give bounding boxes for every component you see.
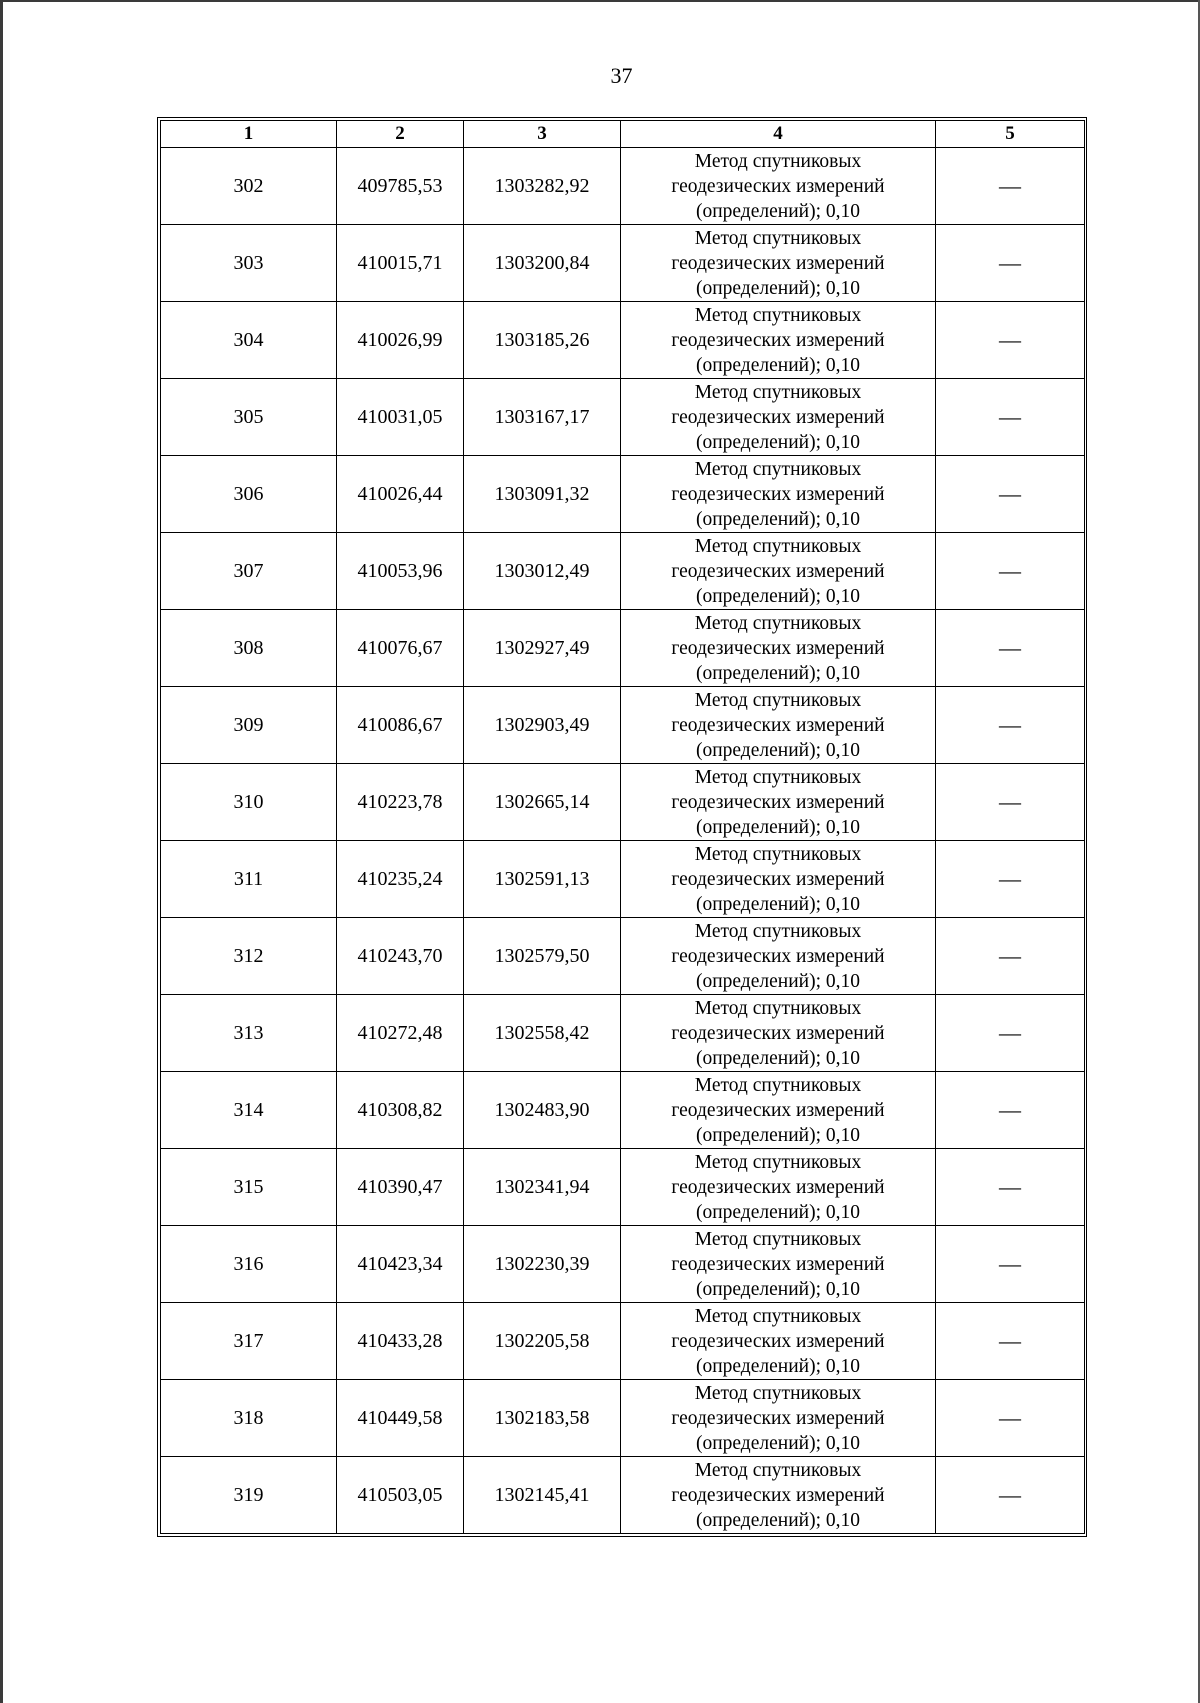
method-line: геодезических измерений	[671, 483, 885, 505]
header-col-5: 5	[936, 121, 1085, 148]
y-coordinate-cell: 1302665,14	[464, 764, 621, 841]
point-number-cell: 316	[161, 1226, 337, 1303]
method-line: геодезических измерений	[671, 945, 885, 967]
method-cell	[621, 1380, 936, 1457]
page-number: 37	[610, 63, 633, 88]
method-cell	[621, 456, 936, 533]
table-row	[161, 764, 1085, 841]
method-line: (определений); 0,10	[695, 354, 860, 376]
method-line: Метод спутниковых	[694, 535, 862, 557]
method-line: (определений); 0,10	[695, 277, 860, 299]
method-line: Метод спутниковых	[694, 304, 862, 326]
method-line: Метод спутниковых	[694, 1074, 862, 1096]
point-number-cell: 309	[161, 687, 337, 764]
method-line: геодезических измерений	[671, 329, 885, 351]
table-row	[161, 1149, 1085, 1226]
method-cell	[621, 841, 936, 918]
note-cell: —	[936, 841, 1085, 918]
x-coordinate-cell: 410390,47	[337, 1149, 464, 1226]
method-line: Метод спутниковых	[694, 1382, 862, 1404]
table-row	[161, 1457, 1085, 1534]
y-coordinate-cell: 1302205,58	[464, 1303, 621, 1380]
method-line: (определений); 0,10	[695, 893, 860, 915]
method-line: (определений); 0,10	[695, 739, 860, 761]
point-number-cell: 304	[161, 302, 337, 379]
note-cell: —	[936, 1226, 1085, 1303]
header-col-2: 2	[337, 121, 464, 148]
table-row	[161, 1380, 1085, 1457]
method-line: Метод спутниковых	[694, 227, 862, 249]
coordinates-table	[160, 120, 1085, 1534]
method-line: (определений); 0,10	[695, 200, 860, 222]
table-row	[161, 1226, 1085, 1303]
table-row	[161, 379, 1085, 456]
point-number-cell: 310	[161, 764, 337, 841]
table-row	[161, 1303, 1085, 1380]
x-coordinate-cell: 410086,67	[337, 687, 464, 764]
method-line: Метод спутниковых	[694, 381, 862, 403]
method-line: геодезических измерений	[671, 1022, 885, 1044]
method-line: (определений); 0,10	[695, 816, 860, 838]
method-line: геодезических измерений	[671, 1176, 885, 1198]
method-cell	[621, 1457, 936, 1534]
method-line: геодезических измерений	[671, 406, 885, 428]
point-number-cell: 313	[161, 995, 337, 1072]
method-line: геодезических измерений	[671, 175, 885, 197]
page-edge-left	[0, 0, 3, 1703]
method-cell	[621, 1303, 936, 1380]
table-row	[161, 225, 1085, 302]
page-edge-top	[0, 0, 1200, 2]
method-line: (определений); 0,10	[695, 1355, 860, 1377]
y-coordinate-cell: 1302183,58	[464, 1380, 621, 1457]
table-row	[161, 610, 1085, 687]
x-coordinate-cell: 410272,48	[337, 995, 464, 1072]
header-col-1: 1	[161, 121, 337, 148]
method-line: Метод спутниковых	[694, 150, 862, 172]
x-coordinate-cell: 410076,67	[337, 610, 464, 687]
method-line: (определений); 0,10	[695, 662, 860, 684]
method-line: (определений); 0,10	[695, 1509, 860, 1531]
method-line: геодезических измерений	[671, 791, 885, 813]
table-row	[161, 302, 1085, 379]
method-line: Метод спутниковых	[694, 843, 862, 865]
y-coordinate-cell: 1302591,13	[464, 841, 621, 918]
method-cell	[621, 764, 936, 841]
note-cell: —	[936, 533, 1085, 610]
method-line: геодезических измерений	[671, 1484, 885, 1506]
x-coordinate-cell: 410223,78	[337, 764, 464, 841]
method-cell	[621, 225, 936, 302]
table-row	[161, 456, 1085, 533]
method-line: геодезических измерений	[671, 1099, 885, 1121]
method-line: (определений); 0,10	[695, 1278, 860, 1300]
method-line: (определений); 0,10	[695, 1047, 860, 1069]
y-coordinate-cell: 1303091,32	[464, 456, 621, 533]
note-cell: —	[936, 764, 1085, 841]
note-cell: —	[936, 995, 1085, 1072]
x-coordinate-cell: 410503,05	[337, 1457, 464, 1534]
note-cell: —	[936, 610, 1085, 687]
method-line: Метод спутниковых	[694, 997, 862, 1019]
method-cell	[621, 995, 936, 1072]
y-coordinate-cell: 1302903,49	[464, 687, 621, 764]
method-line: Метод спутниковых	[694, 1305, 862, 1327]
method-line: Метод спутниковых	[694, 458, 862, 480]
y-coordinate-cell: 1302145,41	[464, 1457, 621, 1534]
method-cell	[621, 1072, 936, 1149]
note-cell: —	[936, 456, 1085, 533]
x-coordinate-cell: 410026,99	[337, 302, 464, 379]
method-line: (определений); 0,10	[695, 1432, 860, 1454]
method-line: Метод спутниковых	[694, 1459, 862, 1481]
x-coordinate-cell: 410243,70	[337, 918, 464, 995]
method-cell	[621, 1149, 936, 1226]
coordinates-table-frame	[157, 117, 1087, 1537]
table-row	[161, 687, 1085, 764]
method-cell	[621, 379, 936, 456]
method-line: Метод спутниковых	[694, 920, 862, 942]
method-line: (определений); 0,10	[695, 1124, 860, 1146]
method-cell	[621, 533, 936, 610]
table-row	[161, 148, 1085, 225]
point-number-cell: 308	[161, 610, 337, 687]
x-coordinate-cell: 410308,82	[337, 1072, 464, 1149]
method-line: Метод спутниковых	[694, 766, 862, 788]
point-number-cell: 319	[161, 1457, 337, 1534]
y-coordinate-cell: 1302558,42	[464, 995, 621, 1072]
y-coordinate-cell: 1302927,49	[464, 610, 621, 687]
point-number-cell: 306	[161, 456, 337, 533]
y-coordinate-cell: 1302341,94	[464, 1149, 621, 1226]
method-cell	[621, 148, 936, 225]
y-coordinate-cell: 1302579,50	[464, 918, 621, 995]
point-number-cell: 315	[161, 1149, 337, 1226]
x-coordinate-cell: 409785,53	[337, 148, 464, 225]
note-cell: —	[936, 1149, 1085, 1226]
note-cell: —	[936, 148, 1085, 225]
method-line: геодезических измерений	[671, 1253, 885, 1275]
method-line: геодезических измерений	[671, 868, 885, 890]
method-line: Метод спутниковых	[694, 1151, 862, 1173]
x-coordinate-cell: 410015,71	[337, 225, 464, 302]
note-cell: —	[936, 225, 1085, 302]
note-cell: —	[936, 379, 1085, 456]
point-number-cell: 314	[161, 1072, 337, 1149]
table-body	[161, 148, 1085, 1534]
method-line: геодезических измерений	[671, 1407, 885, 1429]
table-row	[161, 918, 1085, 995]
x-coordinate-cell: 410449,58	[337, 1380, 464, 1457]
method-cell	[621, 1226, 936, 1303]
point-number-cell: 307	[161, 533, 337, 610]
x-coordinate-cell: 410433,28	[337, 1303, 464, 1380]
x-coordinate-cell: 410235,24	[337, 841, 464, 918]
note-cell: —	[936, 687, 1085, 764]
x-coordinate-cell: 410031,05	[337, 379, 464, 456]
method-line: Метод спутниковых	[694, 1228, 862, 1250]
y-coordinate-cell: 1303200,84	[464, 225, 621, 302]
point-number-cell: 312	[161, 918, 337, 995]
point-number-cell: 318	[161, 1380, 337, 1457]
header-col-3: 3	[464, 121, 621, 148]
header-col-4: 4	[621, 121, 936, 148]
method-cell	[621, 687, 936, 764]
table-row	[161, 841, 1085, 918]
method-line: геодезических измерений	[671, 637, 885, 659]
note-cell: —	[936, 302, 1085, 379]
y-coordinate-cell: 1302483,90	[464, 1072, 621, 1149]
point-number-cell: 311	[161, 841, 337, 918]
note-cell: —	[936, 1380, 1085, 1457]
note-cell: —	[936, 918, 1085, 995]
method-line: (определений); 0,10	[695, 431, 860, 453]
note-cell: —	[936, 1303, 1085, 1380]
x-coordinate-cell: 410026,44	[337, 456, 464, 533]
x-coordinate-cell: 410423,34	[337, 1226, 464, 1303]
point-number-cell: 303	[161, 225, 337, 302]
table-row	[161, 533, 1085, 610]
point-number-cell: 302	[161, 148, 337, 225]
method-cell	[621, 302, 936, 379]
method-line: геодезических измерений	[671, 714, 885, 736]
method-line: (определений); 0,10	[695, 970, 860, 992]
method-cell	[621, 610, 936, 687]
y-coordinate-cell: 1303167,17	[464, 379, 621, 456]
method-cell	[621, 918, 936, 995]
method-line: Метод спутниковых	[694, 612, 862, 634]
table-header-row	[161, 121, 1085, 148]
method-line: (определений); 0,10	[695, 508, 860, 530]
note-cell: —	[936, 1072, 1085, 1149]
note-cell: —	[936, 1457, 1085, 1534]
point-number-cell: 305	[161, 379, 337, 456]
method-line: Метод спутниковых	[694, 689, 862, 711]
method-line: геодезических измерений	[671, 1330, 885, 1352]
y-coordinate-cell: 1302230,39	[464, 1226, 621, 1303]
y-coordinate-cell: 1303282,92	[464, 148, 621, 225]
y-coordinate-cell: 1303185,26	[464, 302, 621, 379]
y-coordinate-cell: 1303012,49	[464, 533, 621, 610]
table-row	[161, 1072, 1085, 1149]
table-row	[161, 995, 1085, 1072]
method-line: геодезических измерений	[671, 252, 885, 274]
x-coordinate-cell: 410053,96	[337, 533, 464, 610]
method-line: (определений); 0,10	[695, 1201, 860, 1223]
method-line: (определений); 0,10	[695, 585, 860, 607]
point-number-cell: 317	[161, 1303, 337, 1380]
method-line: геодезических измерений	[671, 560, 885, 582]
